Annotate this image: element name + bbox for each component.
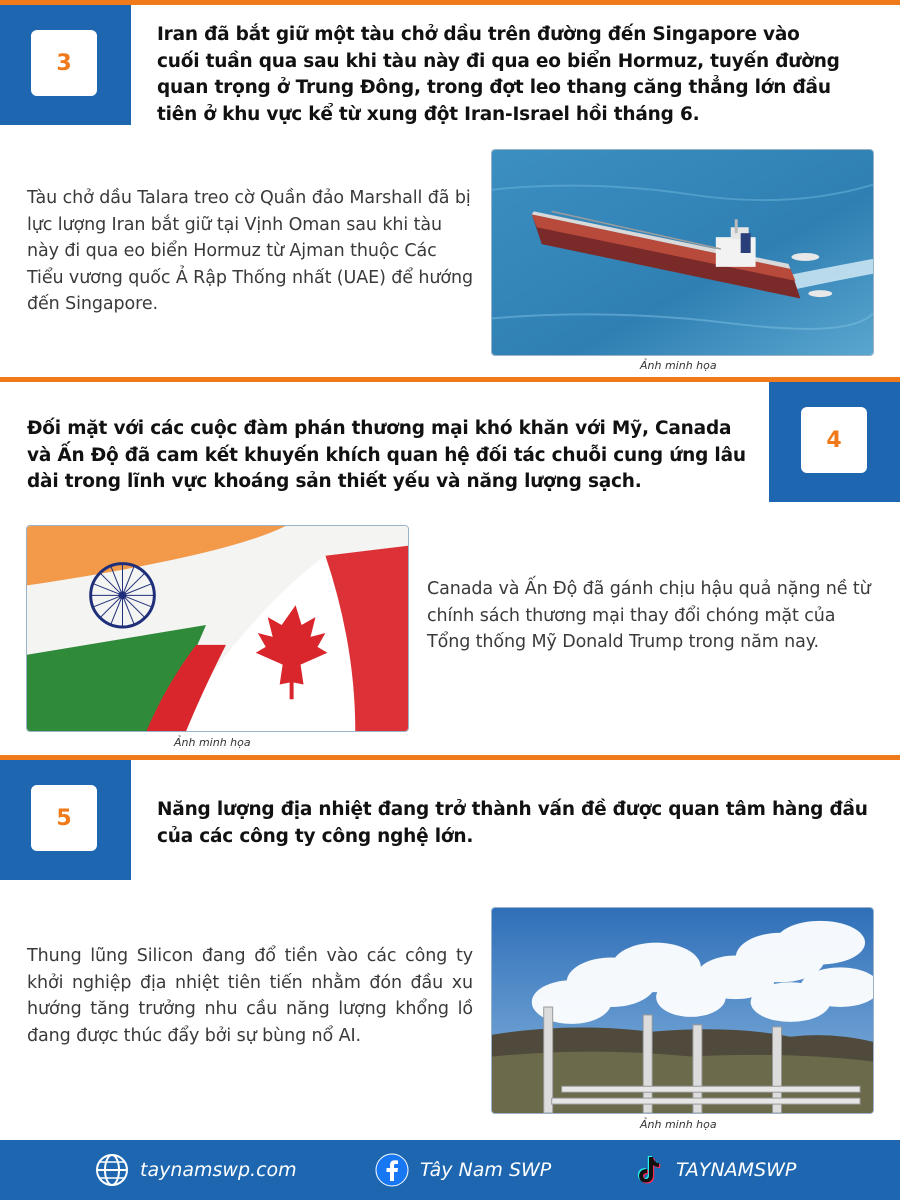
tiktok-icon [630,1152,666,1188]
footer-website-label: taynamswp.com [140,1159,297,1181]
section-4-divider [0,377,900,382]
footer-tiktok-link[interactable] [630,1152,796,1188]
tanker-photo [491,149,874,356]
top-divider [0,0,900,5]
section-3-number: 3 [31,30,97,96]
footer-facebook-link[interactable] [374,1152,551,1188]
geothermal-photo [491,907,874,1114]
footer-facebook-label: Tây Nam SWP [420,1159,552,1181]
section-5-caption: Ảnh minh họa [640,1118,717,1131]
section-5-number: 5 [31,785,97,851]
section-3-headline: Iran đã bắt giữ một tàu chở dầu trên đường đến Singapore vào cuối tuần qua sau khi tàu này đi qua eo biển Hormuz, tuyến đường quan trọng ở Trung Đông, trong đợt leo thang căng thẳng lớn đầu tiên ở khu vực kể từ xung đột Iran-Israel hồi tháng 6. [157,24,840,125]
flags-photo [26,525,409,732]
section-4-headline: Đối mặt với các cuộc đàm phán thương mại khó khăn với Mỹ, Canada và Ấn Độ đã cam kết khuyến khích quan hệ đối tác chuỗi cung ứng lâu dài trong lĩnh vực khoáng sản thiết yếu và năng lượng sạch. [27,418,746,492]
section-5-headline: Năng lượng địa nhiệt đang trở thành vấn đề được quan tâm hàng đầu của các công ty công nghệ lớn. [157,799,868,847]
footer-website-link[interactable] [94,1152,297,1188]
section-3-caption: Ảnh minh họa [640,359,717,372]
section-5-body: Thung lũng Silicon đang đổ tiền vào các công ty khởi nghiệp địa nhiệt tiên tiến nhằm đón đầu xu hướng tăng trưởng nhu cầu năng lượng khổng lồ đang được thúc đẩy bởi sự bùng nổ AI. [27,946,473,1046]
section-5-divider [0,755,900,760]
footer-bar [0,1140,900,1200]
facebook-icon [374,1152,410,1188]
section-4-caption: Ảnh minh họa [174,736,251,749]
globe-icon [94,1152,130,1188]
section-4-number: 4 [801,407,867,473]
section-3-body: Tàu chở dầu Talara treo cờ Quần đảo Marshall đã bị lực lượng Iran bắt giữ tại Vịnh Oman sau khi tàu này đi qua eo biển Hormuz từ Ajman thuộc Các Tiểu vương quốc Ả Rập Thống nhất (UAE) để hướng đến Singapore. [27,188,473,314]
footer-tiktok-label: TAYNAMSWP [676,1159,797,1181]
section-4-body: Canada và Ấn Độ đã gánh chịu hậu quả nặng nề từ chính sách thương mại thay đổi chóng mặt của Tổng thống Mỹ Donald Trump trong năm nay. [427,579,871,652]
